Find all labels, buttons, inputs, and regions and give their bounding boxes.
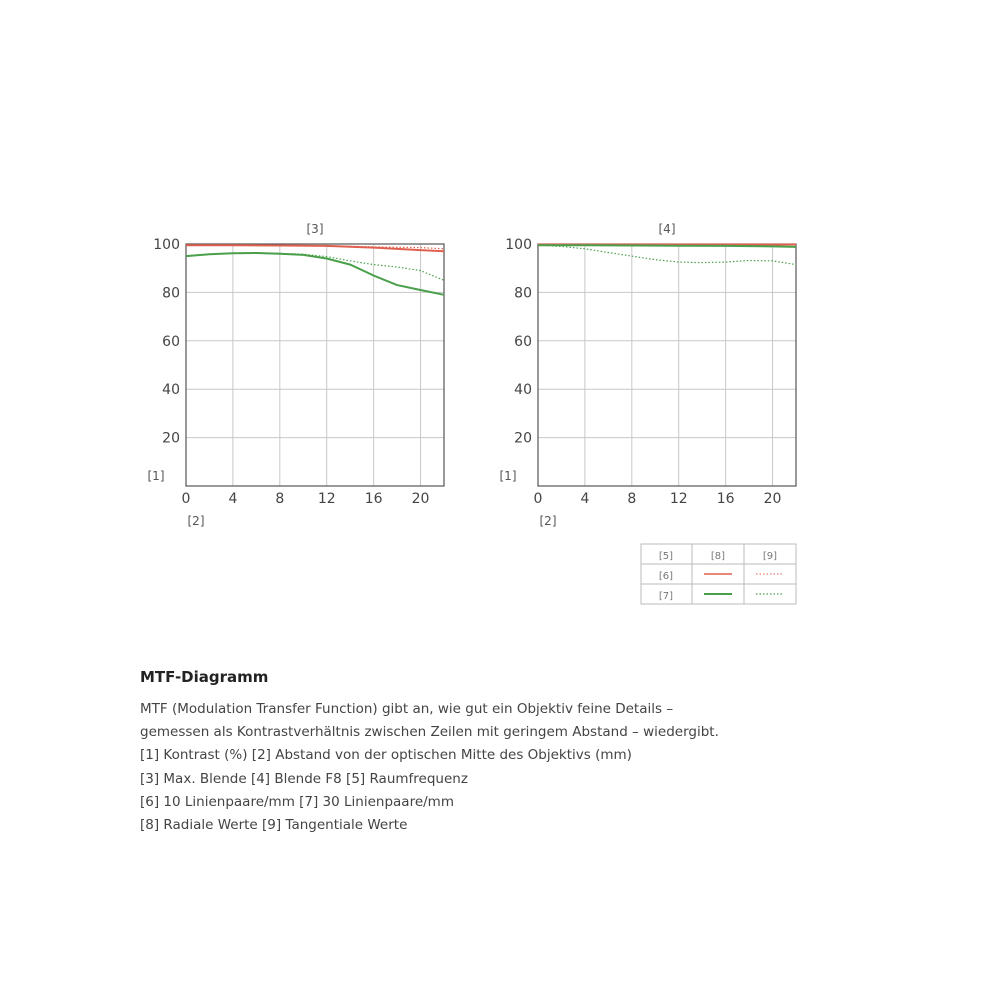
x-tick-label: 16 <box>364 491 383 507</box>
x-tick-label: 8 <box>275 491 285 507</box>
series-line-2 <box>538 245 796 247</box>
y-tick-label: 40 <box>162 382 180 399</box>
description-line-1: MTF (Modulation Transfer Function) gibt an, wie gut ein Objektiv feine Details – <box>140 701 674 717</box>
x-tick-label: 4 <box>228 491 238 507</box>
series-line-2 <box>186 253 444 295</box>
x-tick-label: 12 <box>669 491 688 507</box>
plot-frame <box>186 244 444 486</box>
x-tick-label: 4 <box>580 491 590 507</box>
legend-table <box>641 544 796 604</box>
legend-row-10lp: [6] <box>658 571 674 582</box>
mtf-chart-max-aperture <box>148 222 445 528</box>
y-axis-label: [1] <box>499 469 517 483</box>
y-tick-label: 60 <box>162 333 180 350</box>
description-line-6: [8] Radiale Werte [9] Tangentiale Werte <box>140 817 408 834</box>
x-tick-label: 0 <box>181 491 191 507</box>
x-tick-label: 0 <box>533 491 543 507</box>
plot-frame <box>538 244 796 486</box>
y-tick-label: 80 <box>514 285 532 302</box>
legend-header-tangential: [9] <box>762 551 778 562</box>
x-tick-label: 16 <box>716 491 735 507</box>
y-tick-label: 100 <box>153 237 180 253</box>
x-tick-label: 12 <box>317 491 336 507</box>
description <box>140 668 860 837</box>
legend-header-spatial-frequency: [5] <box>658 551 674 562</box>
y-tick-label: 100 <box>505 237 532 253</box>
description-line-5: [6] 10 Linienpaare/mm [7] 30 Linienpaare/mm <box>140 793 454 810</box>
y-axis-label: [1] <box>147 469 165 483</box>
y-tick-label: 20 <box>514 430 532 447</box>
x-tick-label: 20 <box>411 491 430 507</box>
series-line-0 <box>186 245 444 251</box>
x-tick-label: 20 <box>763 491 782 507</box>
description-heading: MTF-Diagramm <box>140 668 269 686</box>
x-axis-label: [2] <box>539 514 557 528</box>
series-line-3 <box>538 245 796 264</box>
chart-title: [3] <box>306 222 324 236</box>
legend-row-30lp: [7] <box>658 591 674 602</box>
x-tick-label: 8 <box>627 491 637 507</box>
y-tick-label: 60 <box>514 333 532 350</box>
mtf-chart-f8 <box>500 222 797 528</box>
x-axis-label: [2] <box>187 514 205 528</box>
description-line-4: [3] Max. Blende [4] Blende F8 [5] Raumfrequenz <box>140 770 468 787</box>
description-line-2: gemessen als Kontrastverhältnis zwischen Zeilen mit geringem Abstand – wiedergibt. <box>140 724 719 741</box>
description-line-3: [1] Kontrast (%) [2] Abstand von der optischen Mitte des Objektivs (mm) <box>140 747 632 764</box>
y-tick-label: 20 <box>162 430 180 447</box>
chart-title: [4] <box>658 222 676 236</box>
y-tick-label: 40 <box>514 382 532 399</box>
y-tick-label: 80 <box>162 285 180 302</box>
legend-header-radial: [8] <box>710 551 726 562</box>
